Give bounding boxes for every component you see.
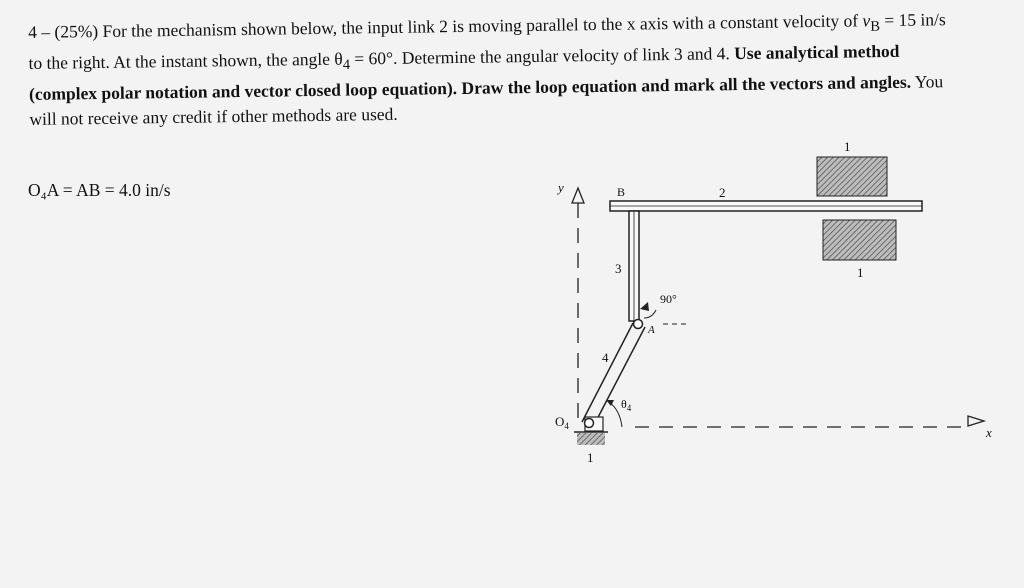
problem-text-part-1: For the mechanism shown below, the input link 2 is moving parallel to the x axis with a constant velocity of — [102, 10, 863, 41]
problem-text-part-3: = 60°. Determine the angular velocity of link 3 and 4. — [349, 43, 735, 69]
ground-bottom-label: 1 — [587, 450, 594, 465]
angle-90-label: 90° — [660, 292, 677, 306]
theta4-label — [621, 397, 632, 413]
x-axis-label: x — [986, 425, 992, 440]
ground-block-bottom — [823, 220, 896, 260]
point-O4-letter: O — [555, 414, 565, 429]
vb-subscript: B — [870, 18, 881, 35]
pin-A — [634, 320, 643, 329]
theta-subscript: 4 — [342, 57, 351, 74]
problem-text-part-2: = 15 in/s to the right. At the instant shown, the angle θ — [28, 9, 946, 74]
link-3-label: 3 — [615, 261, 622, 276]
theta4-symbol: θ — [621, 397, 627, 411]
ground-top-label: 1 — [844, 139, 851, 154]
angle-90-arc — [644, 310, 656, 318]
link-4-side-2 — [594, 327, 645, 425]
theta4-subscript: 4 — [626, 403, 632, 413]
problem-text-part-4: You will not receive any credit if other methods are used. — [29, 71, 944, 129]
problem-number: 4 – (25%) — [28, 21, 99, 42]
y-axis-label: y — [558, 180, 564, 195]
ground-hatch-O4 — [577, 433, 605, 445]
pivot-O4 — [585, 419, 594, 428]
point-O4-subscript: 4 — [564, 421, 569, 431]
link-4-label: 4 — [602, 350, 609, 365]
given-dimensions: O₄A = AB = 4.0 in/s — [28, 180, 171, 200]
y-axis-arrowhead — [572, 188, 584, 203]
ground-right-label: 1 — [857, 265, 864, 280]
vb-symbol: v — [862, 10, 871, 31]
link-2-label: 2 — [719, 185, 726, 200]
point-B-label: B — [617, 185, 626, 199]
point-A-label: A — [648, 324, 655, 336]
ground-block-top — [817, 157, 887, 196]
x-axis-arrowhead — [968, 416, 984, 426]
angle-90-arrow — [640, 302, 649, 311]
problem-method-instruction: Use analytical method (complex polar notation and vector closed loop equation). Draw the loop equation and mark all the vectors and angles. — [28, 40, 912, 105]
point-O4-label — [555, 414, 569, 431]
